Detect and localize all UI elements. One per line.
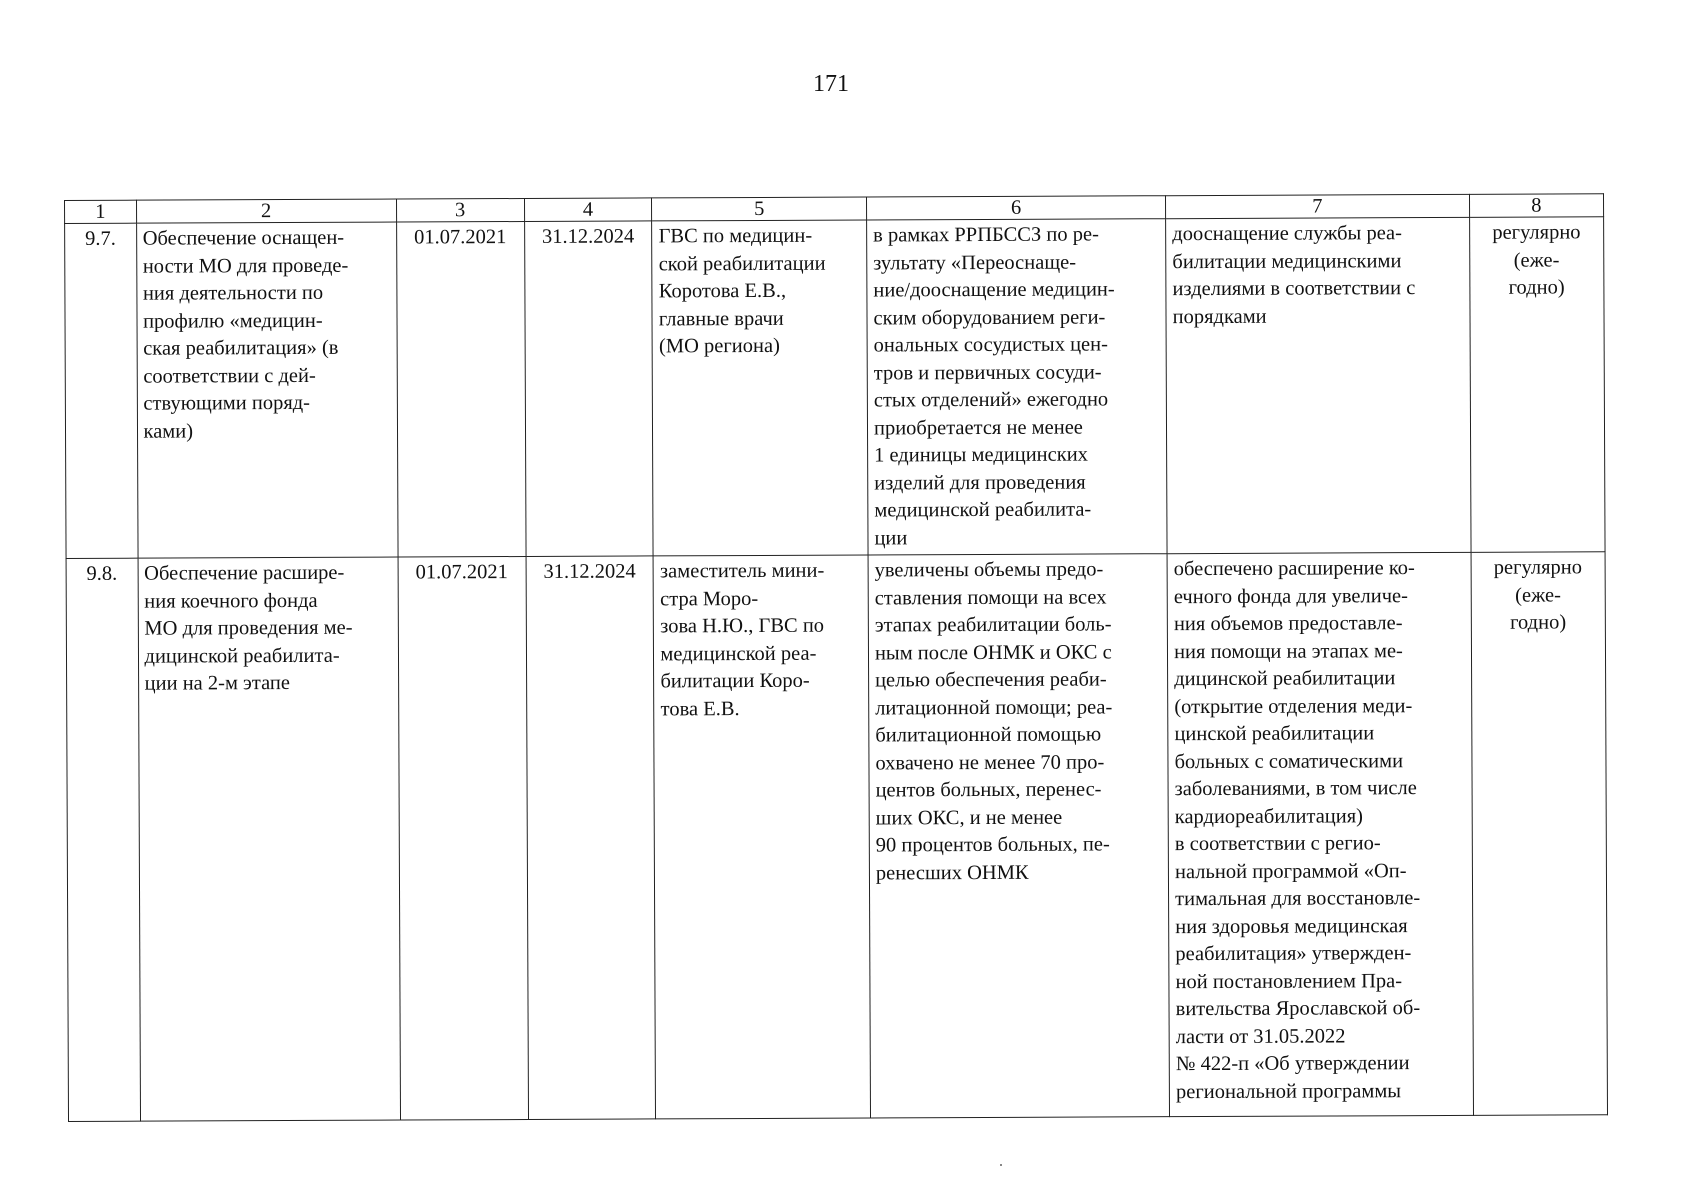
end-date: 31.12.2024 <box>543 560 636 583</box>
column-number: 5 <box>652 197 867 221</box>
periodicity-text: регулярно (еже- годно) <box>1492 221 1581 299</box>
column-number: 1 <box>65 200 137 223</box>
table-row <box>65 217 1605 559</box>
indicator-cell <box>1167 552 1473 1116</box>
result-text: в рамках РРПБССЗ по ре- зультату «Переоснаще- ние/дооснащение медицин- ским оборудованием реги- ональных сосудистых цен- тров и первичных сосуди- стых отделений» ежегодно приобретается не менее 1 единицы медицинских изделий для проведения медицинской реабилита- ции <box>873 223 1115 549</box>
start-date-cell <box>398 556 528 1120</box>
indicator-text: обеспечено расширение ко- ечного фонда для увеличе- ния объемов предоставле- ния помощи на этапах ме- дицинской реабилитации (открытие отделения меди- цинской реабилитации больных с соматическими заболеваниями, в том числе кардиореабилитация) в соответствии с регио- нальной программой «Оп- тимальная для восстановле- ния здоровья медицинская реабилитация» утвержден- ной постановлением Пра- вительства Ярославской об- ласти от 31.05.2022 № 422-п «Об утверждении региональной программы <box>1173 557 1421 1103</box>
event-cell <box>136 222 398 558</box>
result-text: увеличены объемы предо- ставления помощи на всех этапах реабилитации боль- ным после ОНМК и ОКС с целью обеспечения реаби- литационной помощи; реа- билитационной помощью охвачено не менее 70 про- центов больных, перенес- ших ОКС, и не менее 90 процентов больных, пе- ренесших ОНМК <box>874 558 1113 884</box>
column-number: 3 <box>396 198 524 222</box>
indicator-text: дооснащение службы реа- билитации медицинскими изделиями в соответствии с порядками <box>1172 222 1416 328</box>
column-number: 7 <box>1166 194 1470 218</box>
responsible-text: заместитель мини- стра Моро- зова Н.Ю., ГВС по медицинской реа- билитации Коро- това Е.В. <box>659 559 825 720</box>
event-text: Обеспечение расшире- ния коечного фонда МО для проведения ме- дицинской реабилита- ции на 2-м этапе <box>144 561 353 695</box>
item-number: 9.8. <box>86 562 118 585</box>
start-date-cell <box>396 221 525 557</box>
item-number-cell <box>65 223 138 558</box>
start-date: 01.07.2021 <box>415 561 508 584</box>
table-row <box>66 552 1607 1122</box>
item-number-cell <box>66 558 140 1121</box>
column-number: 6 <box>866 196 1165 220</box>
scan-speck <box>1000 1164 1002 1166</box>
page-number: 171 <box>813 71 849 97</box>
start-date: 01.07.2021 <box>414 226 507 249</box>
end-date-cell <box>524 221 653 557</box>
indicator-cell <box>1166 217 1471 553</box>
periodicity-cell <box>1469 217 1605 553</box>
end-date-cell <box>526 556 656 1120</box>
event-text: Обеспечение оснащен- ности МО для проведе- ния деятельности по профилю «медицин- ская реабилитация» (в соответствии с дей- ствующими поряд- ками) <box>142 226 349 443</box>
column-number: 4 <box>524 198 652 222</box>
plan-table <box>64 193 1608 1122</box>
periodicity-cell <box>1471 552 1608 1116</box>
responsible-text: ГВС по медицин- ской реабилитации Коротова Е.В., главные врачи (МО региона) <box>658 224 826 358</box>
column-number: 2 <box>136 199 396 223</box>
responsible-cell <box>653 555 870 1119</box>
responsible-cell <box>652 220 868 556</box>
end-date: 31.12.2024 <box>541 225 635 248</box>
result-cell <box>867 219 1168 555</box>
periodicity-text: регулярно (еже- годно) <box>1493 556 1583 634</box>
item-number: 9.7. <box>84 227 116 250</box>
result-cell <box>868 554 1170 1118</box>
column-number: 8 <box>1469 194 1604 218</box>
event-cell <box>138 557 401 1121</box>
